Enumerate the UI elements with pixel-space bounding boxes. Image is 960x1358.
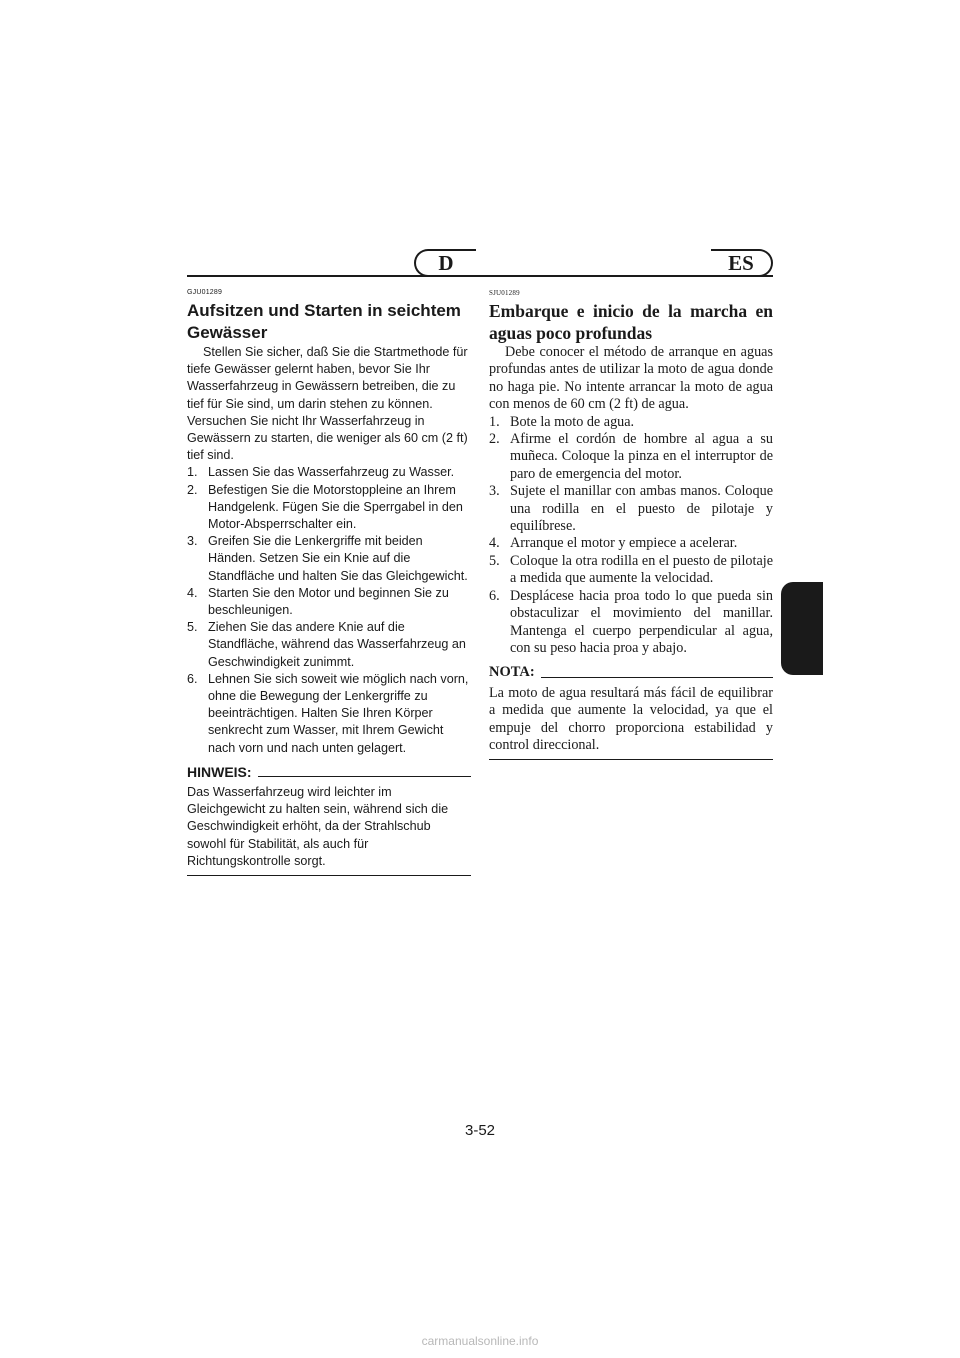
spanish-section-title: Embarque e inicio de la marcha en aguas poco profundas [489,301,773,343]
spanish-note-rule [541,677,773,678]
language-tab-es: ES [711,249,773,277]
spanish-column [489,288,773,760]
german-step: 4. Starten Sie den Motor und beginnen Sie zu beschleunigen. [187,585,449,618]
spanish-step: 4. Arranque el motor y empiece a acelerar. [489,535,738,552]
spanish-note-text: La moto de agua resultará más fácil de equilibrar a medida que aumente la velocidad, ya que el empuje del chorro proporciona estabilidad y control direccional. [489,684,773,753]
german-note-label: HINWEIS: [187,763,252,780]
german-steps [187,464,471,756]
german-step: 6. Lehnen Sie sich soweit wie möglich nach vorn, ohne die Bewegung der Lenkergriffe zu beeinträchtigen. Halten Sie Ihren Körper senkrecht zum Wasser, mit Ihrem Gewicht nach vorn und nach unten gelagert. [187,671,469,755]
german-intro: Stellen Sie sicher, daß Sie die Startmethode für tiefe Gewässer gelernt haben, bevor Sie Ihr Wasserfahrzeug in Gewässern betreiben, die zu tief für Sie sind, um darin stehen zu können. Versuchen Sie nicht Ihr Wasserfahrzeug in Gewässern zu starten, die weniger als 60 cm (2 ft) tief sind. [187,345,468,463]
spanish-note-heading [489,664,773,681]
german-note-rule [258,776,471,777]
german-section-title: Aufsitzen und Starten in seichtem Gewässer [187,301,461,342]
spanish-step: 5. Coloque la otra rodilla en el puesto de pilotaje a medida que aumente la velocidad. [489,552,773,587]
german-step: 5. Ziehen Sie das andere Knie auf die Standfläche, während das Wasserfahrzeug an Geschwindigkeit zunimmt. [187,620,466,669]
spanish-note-end-rule [489,759,773,760]
german-step: 1. Lassen Sie das Wasserfahrzeug zu Wasser. [187,465,455,480]
header-rule [187,275,773,277]
language-tab-d: D [414,249,476,277]
german-step: 3. Greifen Sie die Lenkergriffe mit beiden Händen. Setzen Sie ein Knie auf die Standfläche und halten Sie das Gleichgewicht. [187,534,468,583]
page-number: 3-52 [464,1122,496,1139]
german-note-heading [187,764,471,781]
watermark: carmanualsonline.info [421,1334,539,1348]
spanish-step: 6. Desplácese hacia proa todo lo que pueda sin obstaculizar el movimiento del manillar. Mantenga el cuerpo perpendicular al agua, con su peso hacia proa y abajo. [489,587,773,656]
spanish-note-label: NOTA: [489,664,535,681]
chapter-thumb-tab [781,582,823,675]
spanish-intro: Debe conocer el método de arranque en aguas profundas antes de utilizar la moto de agua donde no haga pie. No intente arrancar la moto de agua con menos de 60 cm (2 ft) de agua. [489,344,773,413]
spanish-step: 3. Sujete el manillar con ambas manos. Coloque una rodilla en el puesto de pilotaje y equilíbrese. [489,483,773,535]
spanish-step: 2. Afirme el cordón de hombre al agua a su muñeca. Coloque la pinza en el interruptor de paro de emergencia del motor. [489,431,773,482]
german-column [187,288,471,876]
german-note-text: Das Wasserfahrzeug wird leichter im Gleichgewicht zu halten sein, während sich die Geschwindigkeit erhöht, da der Strahlschub sowohl für Stabilität, als auch für Richtungskontrolle sorgt. [187,785,449,868]
spanish-section-code: SJU01289 [489,289,520,297]
german-note-end-rule [187,875,471,876]
spanish-steps [489,414,773,658]
german-step: 2. Befestigen Sie die Motorstoppleine an Ihrem Handgelenk. Fügen Sie die Sperrgabel in den Motor-Absperrschalter ein. [187,482,463,532]
spanish-step: 1. Bote la moto de agua. [489,413,635,430]
german-section-code: GJU01289 [187,289,223,296]
